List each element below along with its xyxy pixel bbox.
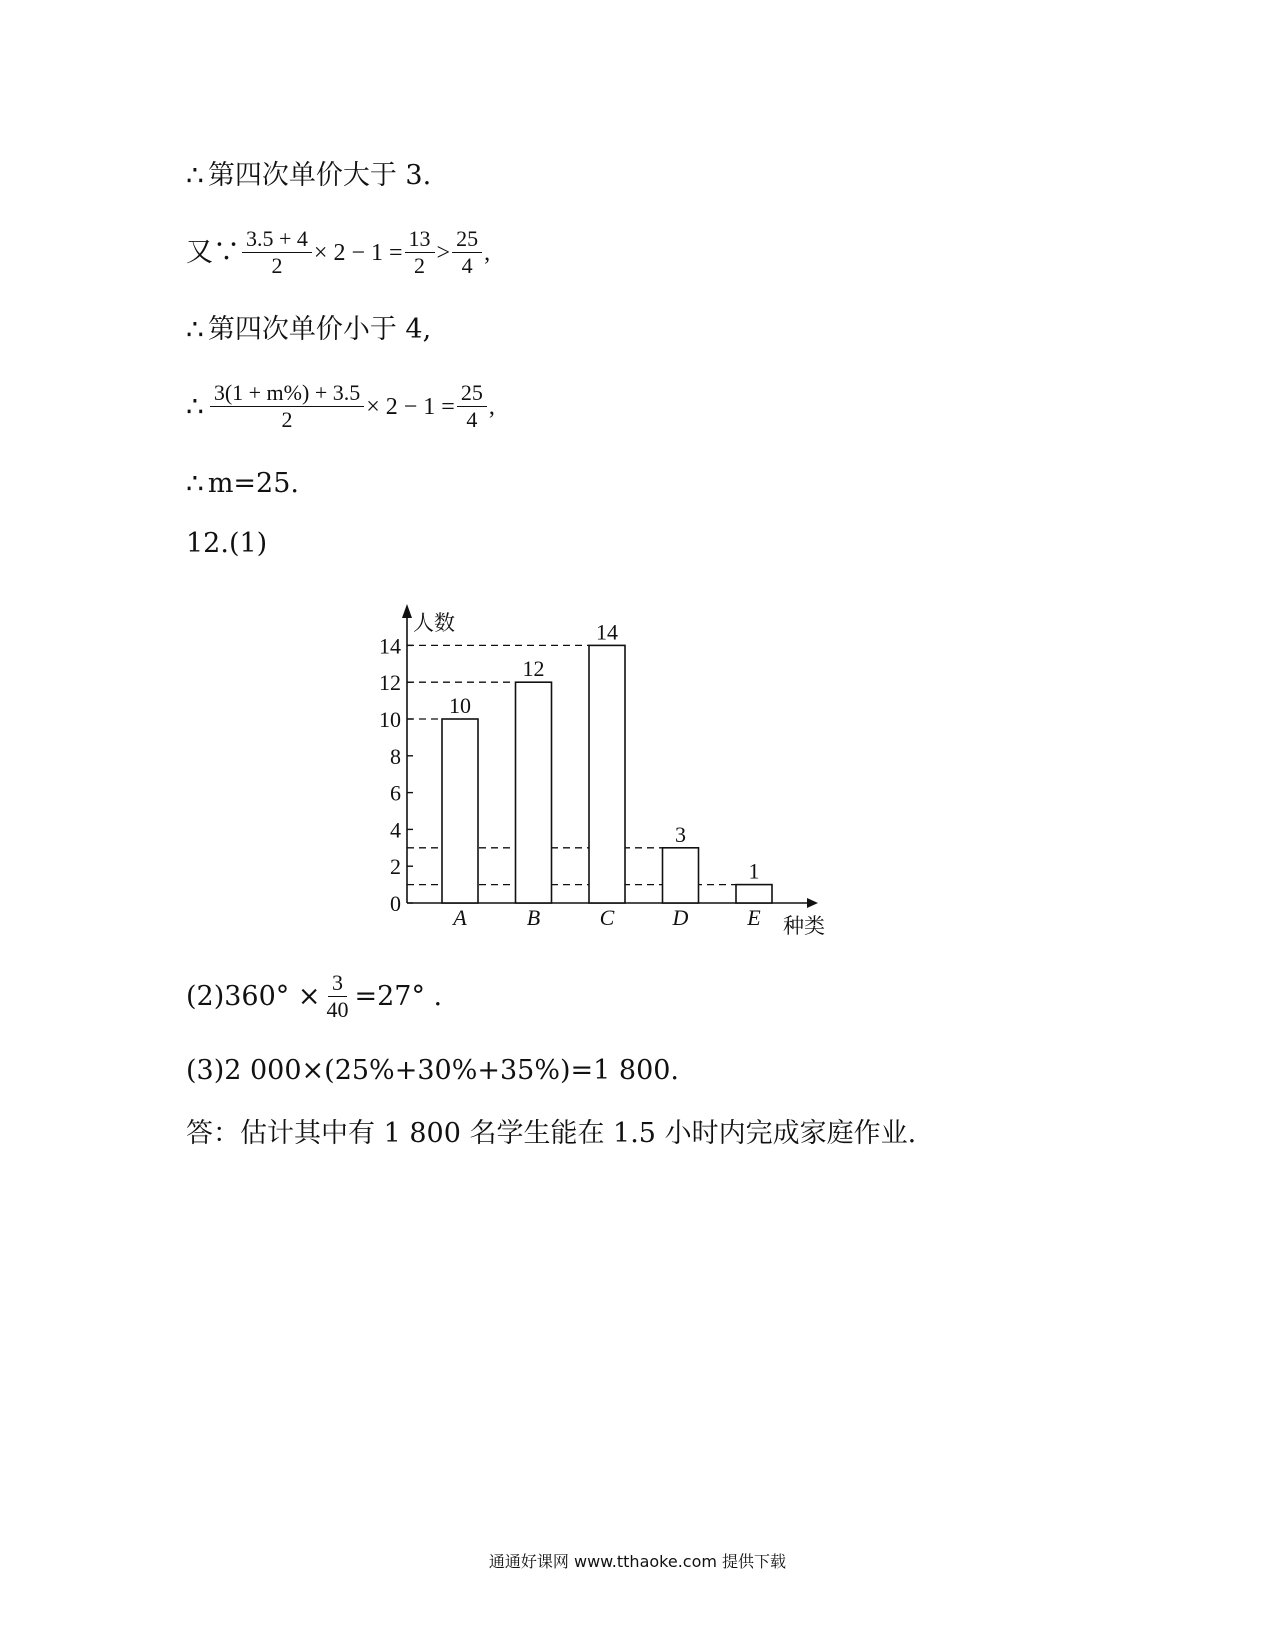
bar-value-label-B: 12 [522, 656, 545, 682]
x-tick-label-E: E [747, 905, 761, 930]
fraction-2-denominator: 2 [414, 253, 426, 278]
fraction-6 [323, 970, 353, 1023]
line-3 [186, 314, 431, 346]
bar-E [736, 885, 772, 903]
comma: , [484, 239, 491, 266]
math-operator: × 2 − 1 = [366, 393, 455, 420]
comma: , [488, 393, 495, 420]
line-7-prefix: (2)360° × [186, 980, 321, 1012]
fraction-5 [457, 380, 487, 433]
y-tick-label: 6 [390, 780, 401, 806]
greater-than: > [436, 239, 451, 266]
math-operator: × 2 − 1 = [313, 239, 403, 266]
fraction-2-numerator: 13 [405, 226, 435, 253]
answer-text: 答：估计其中有 1 800 名学生能在 1.5 小时内完成家庭作业. [186, 1118, 917, 1149]
therefore-symbol: ∴ [186, 467, 204, 500]
y-tick-label: 10 [379, 707, 401, 732]
fraction-1-denominator: 2 [271, 253, 283, 278]
fraction-4 [210, 380, 364, 433]
y-axis-label: 人数 [413, 611, 455, 635]
line-2 [186, 226, 490, 279]
line-7 [186, 970, 442, 1023]
y-tick-label: 8 [390, 743, 401, 769]
bar-value-label-D: 3 [675, 821, 686, 847]
bar-value-label-A: 10 [449, 693, 471, 718]
line-4 [186, 380, 495, 433]
y-tick-label: 0 [390, 891, 401, 916]
x-axis-arrow [807, 898, 818, 908]
fraction-5-numerator: 25 [457, 380, 487, 407]
therefore-symbol: ∴ [186, 159, 204, 192]
bar-D [663, 848, 699, 903]
bar-B [516, 682, 552, 903]
bar-C [589, 645, 625, 903]
line-5-text: m=25. [207, 468, 299, 499]
line-6 [186, 528, 267, 560]
line-8 [186, 1055, 679, 1087]
bar-A [442, 719, 478, 903]
fraction-3 [452, 226, 482, 279]
y-tick-label: 2 [390, 854, 401, 880]
bar-value-label-C: 14 [596, 619, 618, 645]
line-7-end: =27° . [354, 980, 443, 1012]
therefore-symbol: ∴ [186, 313, 204, 346]
x-tick-label-B: B [526, 905, 541, 930]
line-1 [186, 160, 431, 192]
fraction-2 [405, 226, 435, 279]
fraction-3-numerator: 25 [452, 226, 482, 253]
fraction-4-numerator: 3(1 + m%) + 3.5 [210, 380, 364, 407]
line-3-text: 第四次单价小于 4, [207, 314, 432, 345]
fraction-6-denominator: 40 [326, 997, 349, 1022]
x-tick-label-C: C [599, 905, 615, 930]
x-tick-label-A: A [453, 905, 467, 930]
bar-chart [379, 610, 835, 940]
x-axis-label: 种类 [783, 914, 825, 938]
footer-text: 通通好课网 www.tthaoke.com 提供下载 [488, 1552, 787, 1571]
fraction-1 [242, 226, 312, 279]
because-prefix: 又∵ [186, 236, 240, 268]
line-1-text: 第四次单价大于 3. [207, 160, 432, 191]
bar-value-label-E: 1 [748, 858, 760, 884]
question-number: 12.(1) [186, 528, 268, 559]
fraction-1-numerator: 3.5 + 4 [242, 226, 312, 253]
line-8-text: (3)2 000×(25%+30%+35%)=1 800. [186, 1055, 680, 1086]
y-tick-label: 4 [390, 817, 401, 843]
y-tick-label: 14 [379, 633, 401, 659]
line-5 [186, 468, 299, 500]
y-tick-label: 12 [379, 670, 401, 696]
fraction-3-denominator: 4 [461, 253, 473, 278]
x-tick-label-D: D [672, 905, 689, 930]
therefore-symbol: ∴ [186, 389, 204, 423]
fraction-4-denominator: 2 [281, 407, 293, 432]
fraction-5-denominator: 4 [466, 407, 478, 432]
fraction-6-numerator: 3 [328, 970, 347, 997]
line-9 [186, 1118, 916, 1150]
